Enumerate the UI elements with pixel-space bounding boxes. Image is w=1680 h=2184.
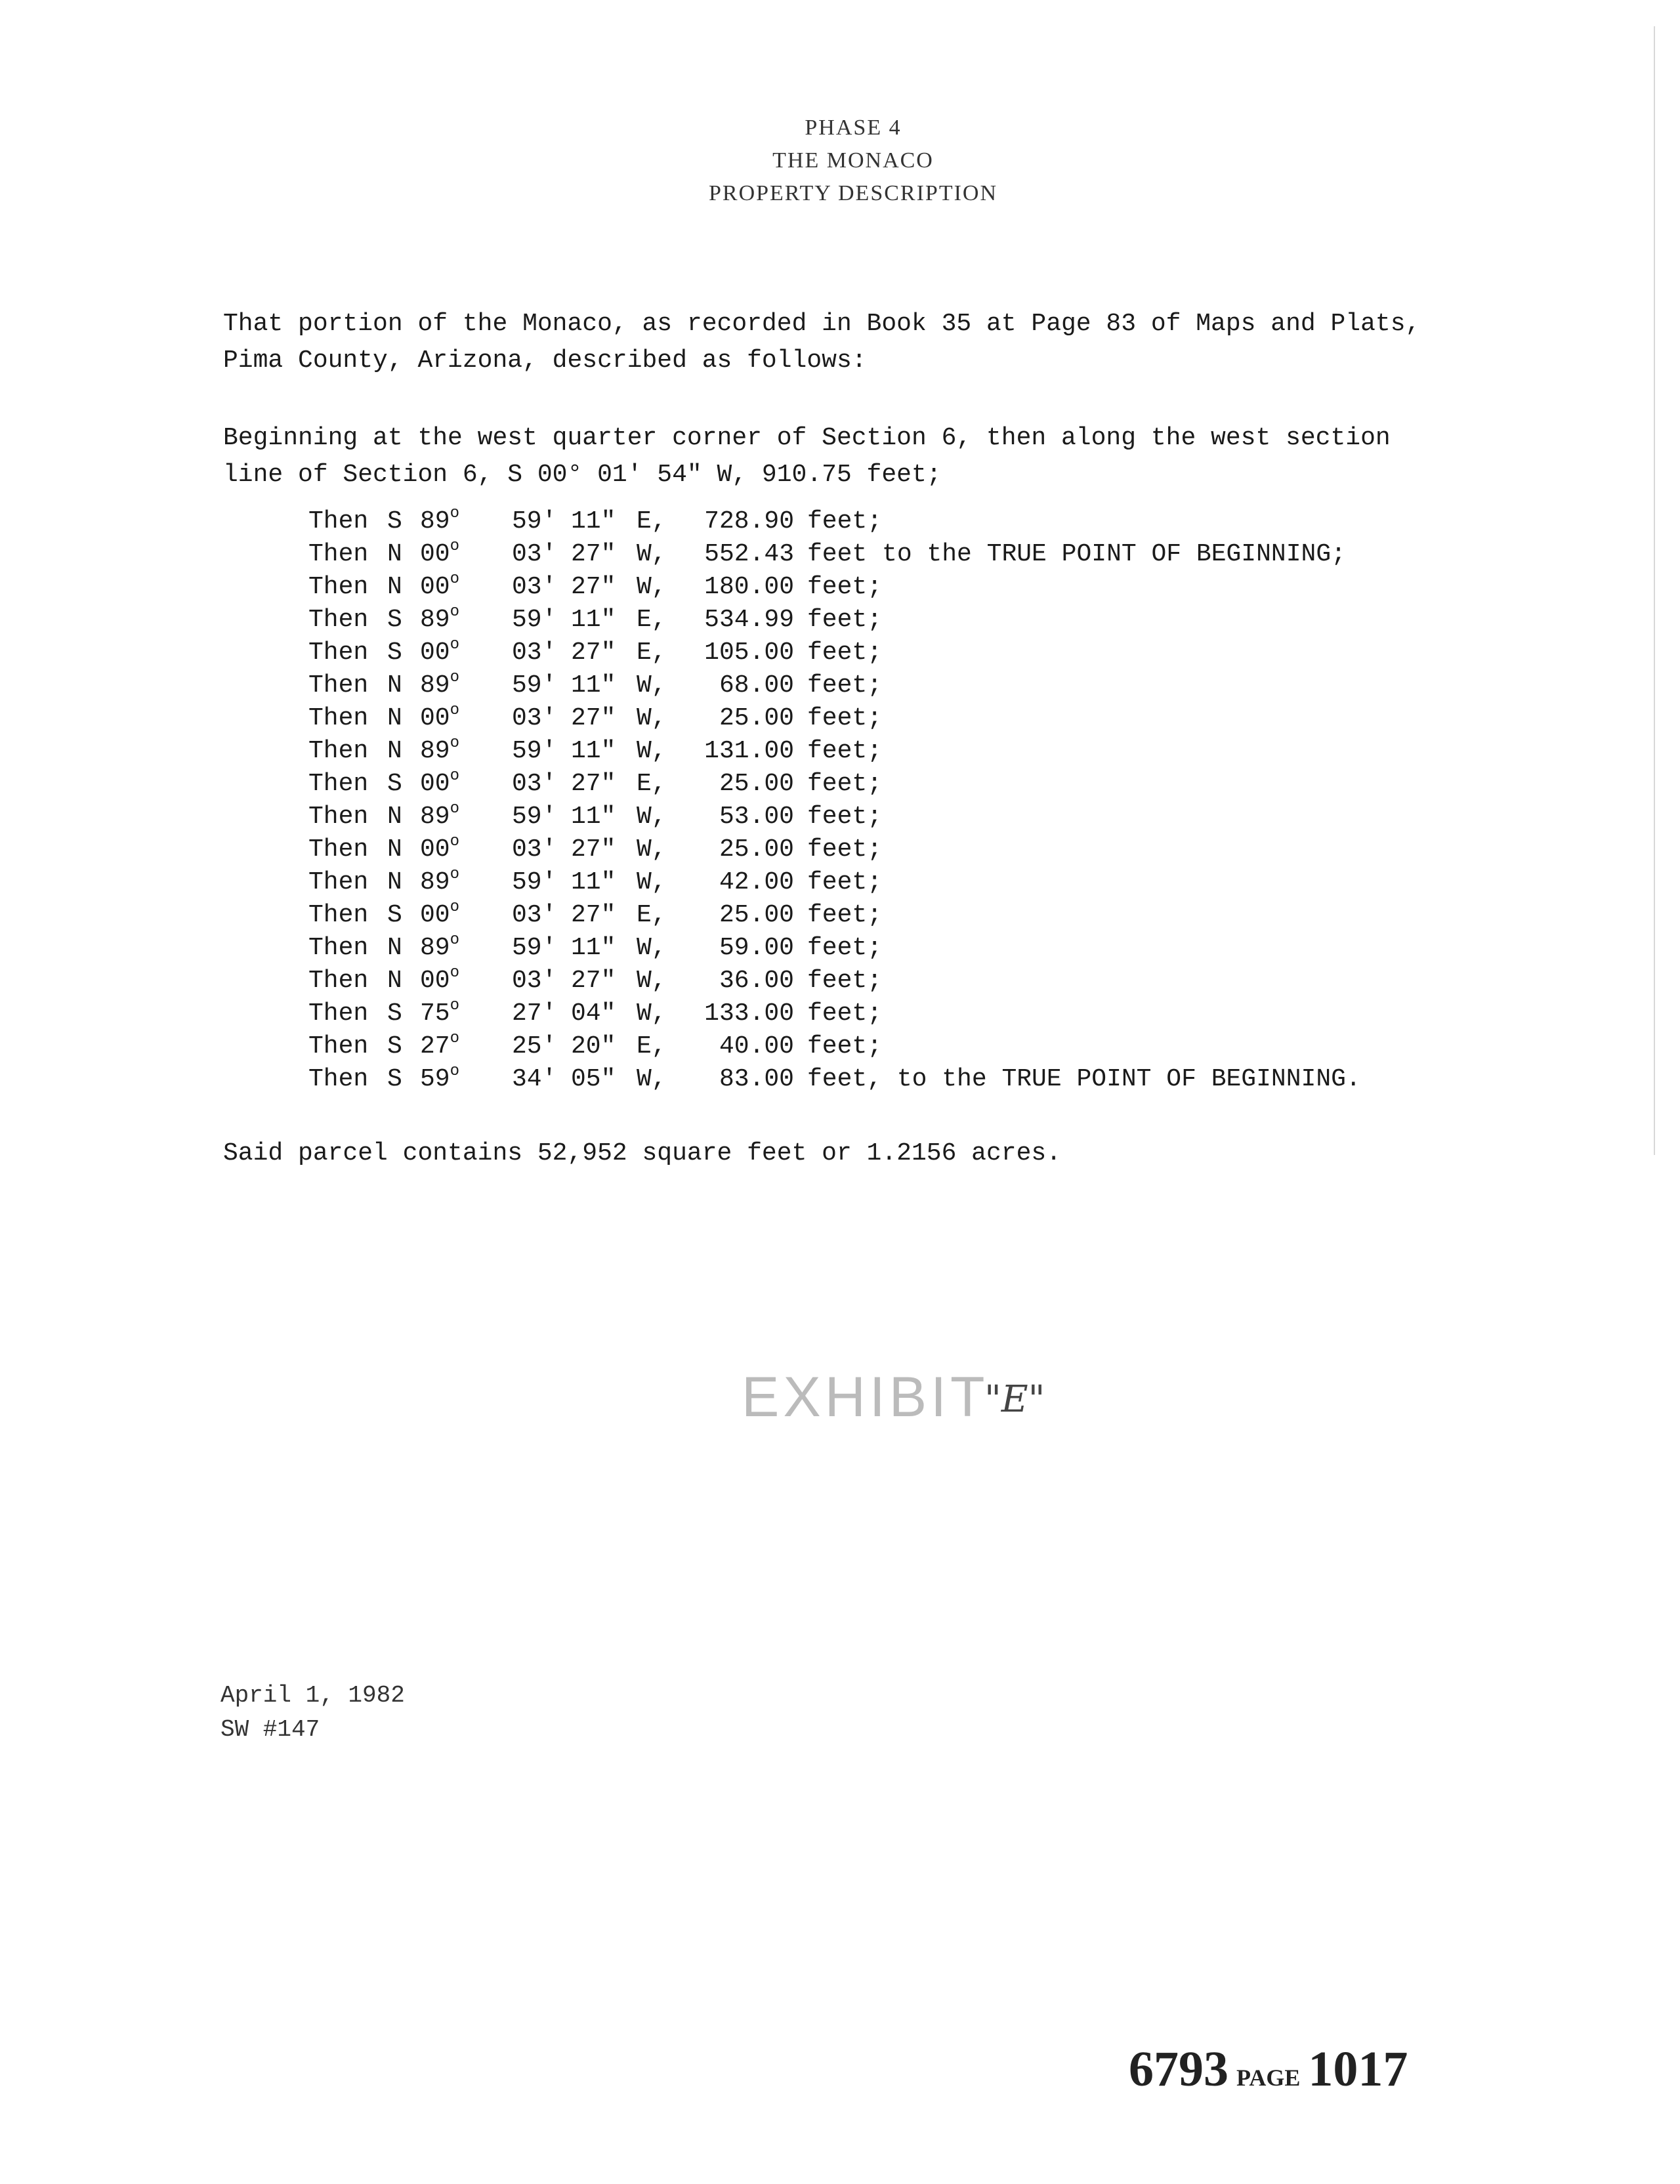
degree-symbol: o (450, 734, 460, 752)
course-bearing-quadrant: W, (637, 967, 667, 995)
course-distance: 42.00 (719, 868, 794, 896)
course-units: feet; (807, 639, 883, 667)
course-seconds: 11" (571, 606, 616, 634)
course-bearing-quadrant: W, (637, 1065, 667, 1093)
course-degrees (420, 505, 512, 538)
course-minutes: 03' (512, 639, 557, 667)
course-minutes: 03' (512, 573, 557, 601)
course-seconds: 11" (571, 737, 616, 765)
course-minutes: 59' (512, 671, 557, 700)
course-units: feet; (807, 803, 883, 831)
course-units: feet; (807, 901, 883, 929)
course-units: feet; (807, 967, 883, 995)
degree-symbol: o (450, 505, 460, 522)
course-row (308, 768, 1361, 801)
degree-symbol: o (450, 997, 460, 1015)
course-degrees-value: 89 (420, 507, 450, 536)
course-bearing-quadrant: W, (637, 671, 667, 700)
course-degrees (420, 801, 512, 833)
course-distance: 53.00 (719, 803, 794, 831)
course-degrees-value: 00 (420, 770, 450, 798)
degree-symbol: o (450, 537, 460, 555)
course-then: Then (308, 803, 369, 831)
intro-line-2: Pima County, Arizona, described as follows: (223, 346, 867, 375)
course-seconds: 27" (571, 967, 616, 995)
course-units: feet; (807, 934, 883, 962)
course-bearing-quadrant: W, (637, 573, 667, 601)
intro-paragraph (223, 306, 1420, 379)
course-row (308, 866, 1361, 899)
course-bearing-quadrant: E, (637, 770, 667, 798)
course-degrees-value: 89 (420, 803, 450, 831)
course-bearing-direction: S (387, 606, 402, 634)
course-bearing-direction: S (387, 639, 402, 667)
course-distance: 36.00 (719, 967, 794, 995)
course-bearing-quadrant: W, (637, 737, 667, 765)
document-header (656, 112, 1050, 210)
document-title: PROPERTY DESCRIPTION (708, 181, 998, 205)
course-degrees-value: 89 (420, 671, 450, 700)
course-degrees (420, 1063, 512, 1096)
course-distance: 131.00 (704, 737, 794, 765)
degree-symbol: o (450, 669, 460, 686)
course-bearing-direction: N (387, 835, 402, 864)
course-distance: 534.99 (704, 606, 794, 634)
page-label: PAGE (1236, 2065, 1301, 2091)
degree-symbol: o (450, 898, 460, 916)
course-row (308, 702, 1361, 735)
course-distance: 105.00 (704, 639, 794, 667)
course-bearing-quadrant: E, (637, 639, 667, 667)
intro-line-1: That portion of the Monaco, as recorded in Book 35 at Page 83 of Maps and Plats, (223, 310, 1421, 338)
course-bearing-quadrant: W, (637, 868, 667, 896)
course-seconds: 27" (571, 901, 616, 929)
course-then: Then (308, 737, 369, 765)
course-degrees (420, 669, 512, 702)
degree-symbol: o (450, 800, 460, 818)
degree-symbol: o (450, 767, 460, 785)
course-minutes: 03' (512, 967, 557, 995)
course-distance: 25.00 (719, 770, 794, 798)
course-then: Then (308, 1032, 369, 1060)
course-degrees-value: 89 (420, 737, 450, 765)
course-seconds: 27" (571, 573, 616, 601)
course-bearing-quadrant: W, (637, 803, 667, 831)
course-units: feet; (807, 835, 883, 864)
degree-symbol: o (450, 702, 460, 719)
course-then: Then (308, 967, 369, 995)
course-row (308, 637, 1361, 669)
course-minutes: 03' (512, 835, 557, 864)
course-row (308, 604, 1361, 637)
book-number: 6793 (1129, 2042, 1228, 2097)
course-degrees (420, 538, 512, 571)
document-date: April 1, 1982 (220, 1682, 405, 1709)
course-degrees (420, 702, 512, 735)
course-degrees-value: 59 (420, 1065, 450, 1093)
course-degrees (420, 637, 512, 669)
course-seconds: 11" (571, 934, 616, 962)
course-degrees (420, 571, 512, 604)
course-degrees-value: 00 (420, 967, 450, 995)
course-minutes: 59' (512, 934, 557, 962)
beginning-paragraph (223, 420, 1391, 494)
document-footer (220, 1679, 405, 1747)
book-page-stamp (1129, 2041, 1408, 2098)
course-units: feet; (807, 770, 883, 798)
course-bearing-direction: N (387, 573, 402, 601)
course-then: Then (308, 901, 369, 929)
course-minutes: 25' (512, 1032, 557, 1060)
course-seconds: 27" (571, 704, 616, 732)
course-degrees (420, 833, 512, 866)
course-distance: 552.43 (704, 540, 794, 568)
course-minutes: 27' (512, 999, 557, 1028)
course-degrees (420, 604, 512, 637)
course-seconds: 20" (571, 1032, 616, 1060)
course-degrees-value: 27 (420, 1032, 450, 1060)
course-minutes: 34' (512, 1065, 557, 1093)
course-bearing-direction: S (387, 770, 402, 798)
course-bearing-quadrant: E, (637, 507, 667, 536)
course-degrees-value: 00 (420, 901, 450, 929)
course-distance: 59.00 (719, 934, 794, 962)
course-degrees (420, 1030, 512, 1063)
course-seconds: 05" (571, 1065, 616, 1093)
course-bearing-direction: N (387, 540, 402, 568)
course-then: Then (308, 671, 369, 700)
course-then: Then (308, 835, 369, 864)
scan-edge-line (1654, 26, 1655, 1155)
course-then: Then (308, 639, 369, 667)
course-seconds: 11" (571, 803, 616, 831)
course-degrees (420, 768, 512, 801)
course-distance: 25.00 (719, 901, 794, 929)
beginning-line-1: Beginning at the west quarter corner of Section 6, then along the west section (223, 424, 1391, 452)
course-row (308, 1063, 1361, 1096)
course-minutes: 59' (512, 507, 557, 536)
course-units: feet; (807, 573, 883, 601)
property-name: THE MONACO (772, 148, 934, 173)
course-bearing-direction: S (387, 1032, 402, 1060)
course-units: feet; (807, 1032, 883, 1060)
course-units: feet; (807, 868, 883, 896)
course-units: feet; (807, 671, 883, 700)
course-degrees (420, 998, 512, 1030)
course-bearing-quadrant: E, (637, 606, 667, 634)
degree-symbol: o (450, 636, 460, 654)
course-then: Then (308, 868, 369, 896)
degree-symbol: o (450, 570, 460, 588)
course-minutes: 03' (512, 704, 557, 732)
course-row (308, 932, 1361, 965)
course-bearing-direction: N (387, 868, 402, 896)
course-units: feet to the TRUE POINT OF BEGINNING; (807, 540, 1346, 568)
course-bearing-quadrant: W, (637, 540, 667, 568)
course-seconds: 27" (571, 639, 616, 667)
course-row (308, 801, 1361, 833)
course-bearing-quadrant: W, (637, 835, 667, 864)
course-minutes: 59' (512, 737, 557, 765)
course-bearing-direction: N (387, 803, 402, 831)
course-bearing-direction: N (387, 737, 402, 765)
degree-symbol: o (450, 1062, 460, 1080)
course-row (308, 571, 1361, 604)
course-then: Then (308, 934, 369, 962)
course-units: feet; (807, 507, 883, 536)
course-distance: 40.00 (719, 1032, 794, 1060)
course-distance: 180.00 (704, 573, 794, 601)
course-bearing-quadrant: W, (637, 934, 667, 962)
course-minutes: 03' (512, 901, 557, 929)
course-then: Then (308, 1065, 369, 1093)
course-minutes: 59' (512, 606, 557, 634)
course-bearing-direction: S (387, 901, 402, 929)
degree-symbol: o (450, 931, 460, 949)
course-bearing-quadrant: E, (637, 901, 667, 929)
degree-symbol: o (450, 866, 460, 883)
course-degrees-value: 00 (420, 540, 450, 568)
course-row (308, 899, 1361, 932)
course-units: feet; (807, 999, 883, 1028)
course-row (308, 538, 1361, 571)
course-degrees-value: 00 (420, 639, 450, 667)
course-degrees (420, 866, 512, 899)
course-degrees (420, 965, 512, 998)
page-number: 1017 (1308, 2042, 1408, 2097)
course-bearing-direction: S (387, 507, 402, 536)
course-units: feet; (807, 606, 883, 634)
exhibit-letter: "E" (984, 1378, 1045, 1421)
degree-symbol: o (450, 964, 460, 982)
course-seconds: 11" (571, 868, 616, 896)
course-degrees-value: 00 (420, 835, 450, 864)
course-minutes: 03' (512, 770, 557, 798)
course-seconds: 27" (571, 770, 616, 798)
degree-symbol: o (450, 833, 460, 850)
course-units: feet, to the TRUE POINT OF BEGINNING. (807, 1065, 1361, 1093)
course-bearing-direction: N (387, 704, 402, 732)
course-degrees (420, 735, 512, 768)
course-seconds: 11" (571, 507, 616, 536)
course-bearing-direction: N (387, 671, 402, 700)
course-minutes: 03' (512, 540, 557, 568)
course-degrees (420, 899, 512, 932)
course-seconds: 11" (571, 671, 616, 700)
course-then: Then (308, 540, 369, 568)
course-then: Then (308, 573, 369, 601)
course-distance: 133.00 (704, 999, 794, 1028)
course-then: Then (308, 999, 369, 1028)
course-seconds: 27" (571, 835, 616, 864)
course-then: Then (308, 507, 369, 536)
course-bearing-direction: S (387, 1065, 402, 1093)
course-bearing-quadrant: E, (637, 1032, 667, 1060)
course-degrees-value: 89 (420, 606, 450, 634)
course-degrees-value: 89 (420, 868, 450, 896)
area-summary: Said parcel contains 52,952 square feet or 1.2156 acres. (223, 1139, 1062, 1167)
course-then: Then (308, 704, 369, 732)
course-row (308, 833, 1361, 866)
course-bearing-quadrant: W, (637, 704, 667, 732)
course-row (308, 505, 1361, 538)
course-row (308, 669, 1361, 702)
course-degrees-value: 00 (420, 704, 450, 732)
course-bearing-direction: N (387, 967, 402, 995)
course-distance: 83.00 (719, 1065, 794, 1093)
course-distance: 728.90 (704, 507, 794, 536)
course-minutes: 59' (512, 868, 557, 896)
course-distance: 25.00 (719, 835, 794, 864)
course-degrees-value: 89 (420, 934, 450, 962)
course-minutes: 59' (512, 803, 557, 831)
beginning-line-2: line of Section 6, S 00° 01' 54" W, 910.75 feet; (223, 461, 942, 489)
degree-symbol: o (450, 1030, 460, 1047)
course-row (308, 998, 1361, 1030)
course-bearing-direction: N (387, 934, 402, 962)
course-degrees-value: 00 (420, 573, 450, 601)
course-row (308, 1030, 1361, 1063)
course-degrees-value: 75 (420, 999, 450, 1028)
document-reference: SW #147 (220, 1716, 320, 1743)
course-distance: 68.00 (719, 671, 794, 700)
course-bearing-direction: S (387, 999, 402, 1028)
course-bearing-quadrant: W, (637, 999, 667, 1028)
course-row (308, 965, 1361, 998)
course-seconds: 27" (571, 540, 616, 568)
degree-symbol: o (450, 603, 460, 621)
course-row (308, 735, 1361, 768)
exhibit-stamp: EXHIBIT (742, 1366, 989, 1429)
course-degrees (420, 932, 512, 965)
courses-list (308, 505, 1361, 1096)
course-seconds: 04" (571, 999, 616, 1028)
course-then: Then (308, 606, 369, 634)
course-units: feet; (807, 737, 883, 765)
course-then: Then (308, 770, 369, 798)
course-units: feet; (807, 704, 883, 732)
course-distance: 25.00 (719, 704, 794, 732)
phase-title: PHASE 4 (805, 116, 902, 140)
